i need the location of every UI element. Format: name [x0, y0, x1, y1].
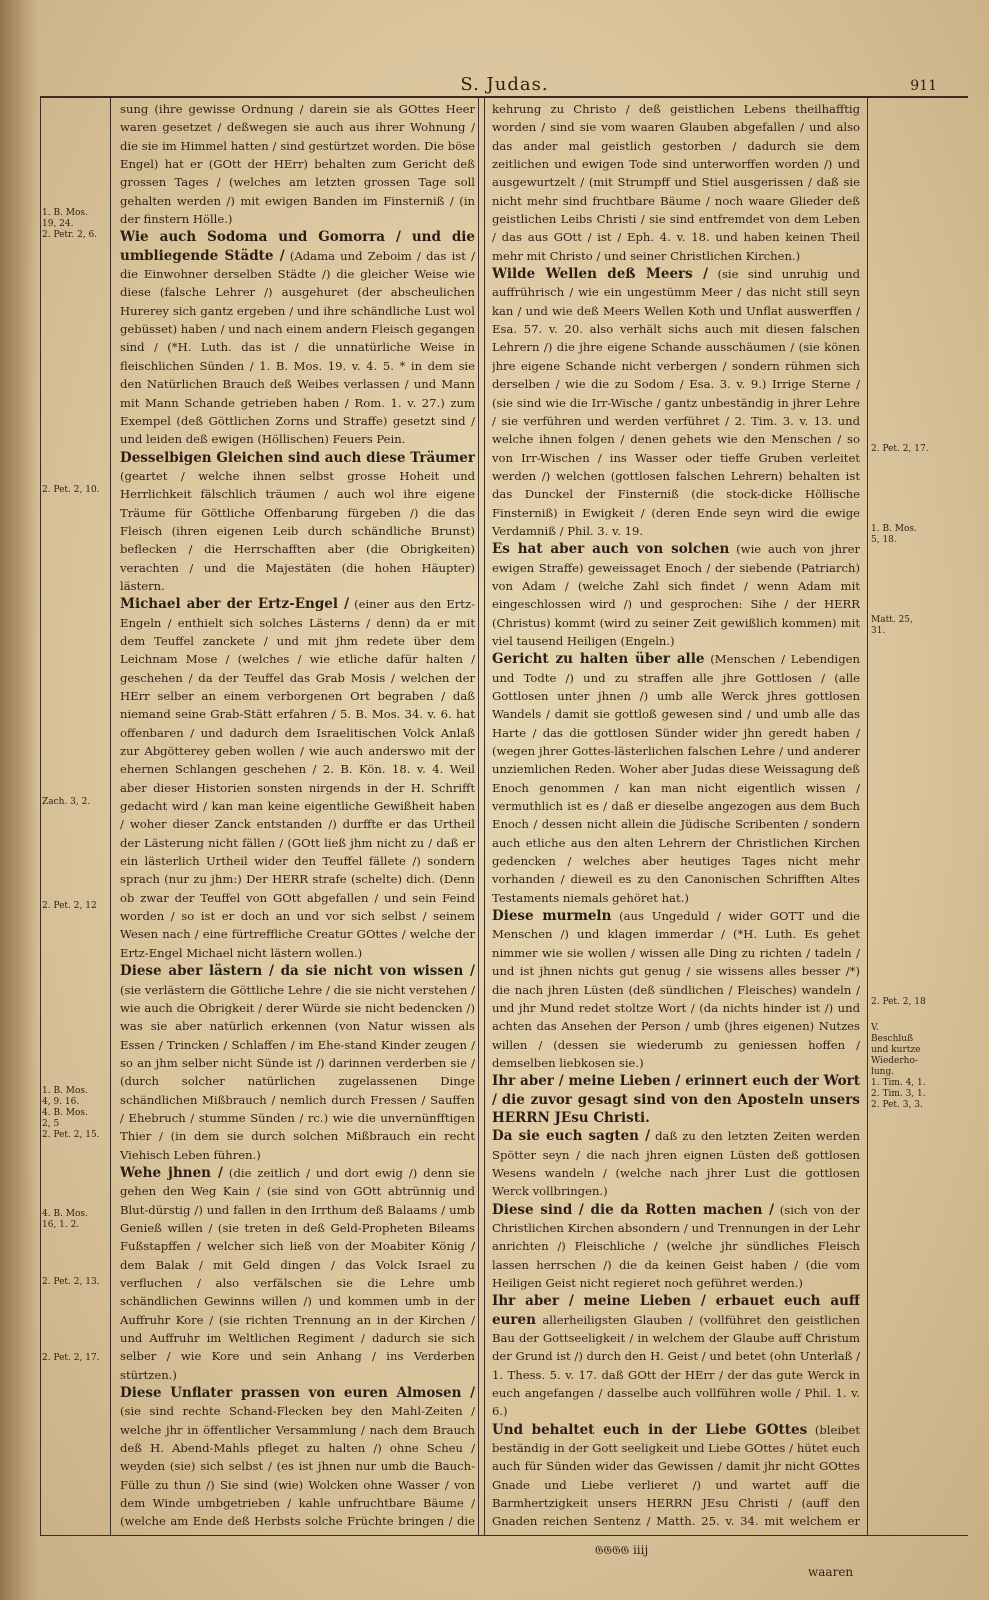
margin-note: 2. Pet. 2, 12	[42, 901, 97, 911]
margin-note: 2. Pet. 2, 18	[871, 997, 926, 1007]
left-margin-notes	[42, 0, 108, 1600]
center-rule-a	[478, 96, 479, 1536]
verse-13: Wilde Wellen deß Meers / (sie sind unruhig und auffrührisch / wie ein ungestümm Meer / das nicht still seyn kan / und wie deß Meers Wellen Koth und Unflat auswerffen / Esa. 57. v. 20. also verhält sichs auch mit diesen falschen Lehrern /) die jhre eigene Schande ausschäumen / (sie könen jhre eigene Schande nicht verbergen / sondern rühmen sich derselben / wie die zu Sodom / Esa. 3. v. 9.) Irrige Sterne / (sie sind wie die Irr-Wische / gantz unbeständig in jhrer Lehre / sie verführen und werden verführet / 2. Tim. 3. v. 13. und welche ihnen folgen / denen gehets wie den Menschen / so von Irr-Wischen / ins Wasser oder tieffe Gruben verleitet werden /) welchen (gottlosen falschen Lehrern) behalten ist das Dunckel der Finsterniß (die stock-dicke Höllische Finsterniß) in Ewigkeit / (deren Ende seyn wird die ewige Verdamniß / Phil. 3. v. 19.	[492, 266, 860, 538]
page-gutter-shadow	[0, 0, 38, 1600]
verse-20: Ihr aber / meine Lieben / erbauet euch auff euren allerheiligsten Glauben / (vollführet den geistlichen Bau der Gottseeligkeit / in welchem der Glaube auff Christum der Grund ist /) durch den H. Geist / und betet (ohn Unterlaß / 1. Thess. 5. v. 17. daß GOtt der HErr / der das gute Werck in euch angefangen / dasselbe auch vollführen wolle / Phil. 1. v. 6.)	[492, 1293, 860, 1419]
verse-17: Ihr aber / meine Lieben / erinnert euch der Wort / die zuvor gesagt sind von den Aposteln unsers HERRN JEsu Christi.	[492, 1073, 860, 1126]
margin-note: 4. B. Mos. 16, 1. 2.	[42, 1209, 88, 1230]
margin-note: 1. B. Mos. 19, 24. 2. Petr. 2, 6.	[42, 208, 98, 240]
verse-11: Wehe jhnen / (die zeitlich / und dort ewig /) denn sie gehen den Weg Kain / (sie sind von GOtt abtrünnig und Blut-dürstig /) und fallen in den Irrthum deß Balaams / umb Genieß willen / (sie treten in deß Geld-Propheten Bileams Fußstapffen / welcher sich ließ von der Moabiter König / dem Balak / mit Geld dingen / das Volck Israel zu verfluchen / also verfälschen sie die Lehre umb schändlichen Gewinns willen /) und kommen umb in der Auffruhr Kore / (sie richten Trennung an in der Kirchen / und Auffruhr im Weltlichen Regiment / dadurch sie sich selber / wie Kore und sein Anhang / ins Verderben stürtzen.)	[120, 1164, 475, 1382]
margin-note: 2. Pet. 2, 13.	[42, 1277, 100, 1287]
margin-note: Matt. 25, 31.	[871, 615, 913, 636]
margin-note: Zach. 3, 2.	[42, 797, 91, 807]
verse-8: Desselbigen Gleichen sind auch diese Träumer (geartet / welche ihnen selbst grosse Hoheit und Herrlichkeit fälschlich träumen / auch wol ihre eigene Träume für Göttliche Offenbarung fürgeben /) die das Fleisch (ihren eigenen Leib durch schändliche Brunst) beflecken / die Herrschafften aber (die Obrigkeiten) verachten / und die Majestäten (die hohen Häupter) lästern.	[120, 449, 475, 593]
paragraph-continuation: sung (ihre gewisse Ordnung / darein sie als GOttes Heer waren gesetzet / deßwegen sie auch aus ihrer Wohnung / die sie im Himmel hatten / sind gestürtzet worden. Die böse Engel) hat er (GOtt der HErr) behalten zum Gericht deß grossen Tages / (welches am letzten grossen Tage soll gehalten werden /) mit ewigen Banden im Finsterniß / (in der finstern Hölle.)	[120, 102, 475, 227]
margin-note: 2. Pet. 2, 17.	[42, 1353, 100, 1363]
verse-18: Da sie euch sagten / daß zu den letzten Zeiten werden Spötter seyn / die nach jhren eignen Lüsten deß gottlosen Wesens wandeln / (welche nach jhrer Lust die gottlosen Werck vollbringen.)	[492, 1128, 860, 1199]
right-margin-notes	[871, 0, 961, 1600]
header	[40, 68, 969, 98]
running-title: S. Judas.	[460, 74, 549, 95]
center-rule-b	[484, 96, 485, 1536]
inner-left-rule	[110, 96, 111, 1536]
header-rule	[40, 96, 968, 98]
margin-note: V. Beschluß und kurtze Wiederho- lung. 1. Tim. 4, 1. 2. Tim. 3, 1. 2. Pet. 3, 3.	[871, 1023, 926, 1110]
verse-9: Michael aber der Ertz-Engel / (einer aus den Ertz-Engeln / enthielt sich solches Lästerns / denn) da er mit dem Teuffel zanckete / und mit jhm redete über dem Leichnam Mose / (welches / wie etliche dafür halten / geschehen / da der Teuffel das Grab Mosis / welchen der HErr selber an einem verborgenen Ort begraben / daß niemand seine Grab-Stätt erfahren / 5. B. Mos. 34. v. 6. hat offenbaren / und dadurch dem Israelitischen Volck Anlaß zur Abgötterey geben wollen / wie auch anderswo mit der ehernen Schlangen geschehen / 2. B. Kön. 18. v. 4. Weil aber dieser Historien sonsten nirgends in der H. Schrifft gedacht wird / kan man keine eigentliche Gewißheit haben / woher dieser Zanck entstanden /) durffte er das Urtheil der Lästerung nicht fällen / (GOtt ließ jhm nicht zu / daß er ein lästerlich Urtheil wider den Teuffel fällete /) sondern sprach (nur zu jhm:) Der HERR strafe (schelte) dich. (Denn ob zwar der Teuffel von GOtt abgefallen / und sein Feind worden / so ist er doch an und vor sich selbst / seinem Wesen nach / eine fürtreffliche Creatur GOttes / welche der Ertz-Engel Michael nicht lästern wollen.)	[120, 596, 475, 960]
verse-21: Und behaltet euch in der Liebe GOttes (bleibet beständig in der Gott seeligkeit und Liebe GOttes / hütet euch auch für Sünden wider das Gewissen / damit jhr nicht GOttes Gnade und Liebe verlieret /) und wartet auff die Barmhertzigkeit unsers HERRN JEsu Christi / (auff den Gnaden reichen Sentenz / Matth. 25. v. 34. mit welchem er	[492, 1421, 860, 1529]
margin-note: 1. B. Mos. 5, 18.	[871, 524, 917, 545]
left-text-column	[120, 100, 475, 1532]
verse-15: Gericht zu halten über alle (Menschen / Lebendigen und Todte /) und zu straffen alle jhre Gottlosen / (alle Gottlosen unter jhnen /) umb alle Werck jhres gottlosen Wandels / damit sie gottloß gewesen sind / und umb alle das Harte / das die gottlosen Sünder wider jhn geredt haben / (wegen jhrer Gottes-lästerlichen falschen Lehre / und anderer unziemlichen Reden. Woher aber Judas diese Weissagung deß Enoch genommen / kan man nicht eigentlich wissen / vermuthlich ist es / daß er dieselbe angezogen aus dem Buch Enoch / dessen nicht allein die Jüdische Scribenten / sondern auch etliche aus den alten Lehrern der Christlichen Kirchen gedencken / welches aber heutiges Tages nicht mehr vorhanden / dieweil es zu den Canonischen Schrifften Altes Testaments niemals gehöret hat.)	[492, 651, 860, 905]
verse-7: Wie auch Sodoma und Gomorra / und die umbliegende Städte / (Adama und Zeboim / das ist / die Einwohner derselben Städte /) die gleicher Weise wie diese (falsche Lehrer /) ausgehuret (der abscheulichen Hurerey sich gantz ergeben / und ihre schändliche Lust wol gebüsset) haben / und nach einem andern Fleisch gegangen sind / (*H. Luth. das ist / die unnatürliche Weise in fleischlichen Sünden / 1. B. Mos. 19. v. 4. 5. * in dem sie den Natürlichen Brauch deß Weibes verlassen / und Mann mit Mann Schande getrieben haben / Rom. 1. v. 27.) zum Exempel (deß Göttlichen Zorns und Straffe) gesetzt sind / und leiden deß ewigen (Höllischen) Feuers Pein.	[120, 229, 475, 447]
outer-left-rule	[40, 96, 41, 1536]
verse-12: Diese Unflater prassen von euren Almosen / (sie sind rechte Schand-Flecken bey den Mahl-Zeiten / welche jhr in öffentlicher Versammlung / nach dem Brauch deß H. Abend-Mahls pfleget zu halten /) ohne Scheu / weyden (sie) sich selbst / (es ist jhnen nur umb die Bauch-Fülle zu thun /) Sie sind (wie) Wolcken ohne Wasser / von dem Winde umbgetrieben / kahle unfruchtbare Bäume / (welche am Ende deß Herbsts solche Früchte bringen / die	[120, 1385, 475, 1529]
verse-10: Diese aber lästern / da sie nicht von wissen / (sie verlästern die Göttliche Lehre / die sie nicht verstehen / wie auch die Obrigkeit / derer Würde sie nicht bedencken /) was sie aber natürlich erkennen (von Natur wissen als Essen / Trincken / Schlaffen / im Ehe-stand Kinder zeugen / so an jhm selber nicht Sünde ist /) darinnen verderben sie / (durch solcher natürlichen zugelassenen Dinge schändlichen Mißbrauch / nemlich durch Fressen / Sauffen / Ehebruch / stumme Sünden / rc.) wie die unvernünfftigen Thier / (in dem sie durch solchen Mißbrauch ein recht Viehisch Leben führen.)	[120, 963, 475, 1162]
verse-14: Es hat aber auch von solchen (wie auch von jhrer ewigen Straffe) geweissaget Enoch / der siebende (Patriarch) von Adam / (welche Zahl sich findet / wenn Adam mit eingeschlossen wird /) und gesprochen: Sihe / der HERR (Christus) kommt (wird zu seiner Zeit gewißlich kommen) mit viel tausend Heiligen (Engeln.)	[492, 541, 860, 648]
signature-mark: 𝔊𝔊𝔊𝔊 iiij	[595, 1543, 649, 1557]
verse-19: Diese sind / die da Rotten machen / (sich von der Christlichen Kirchen absondern / und Trennungen in der Lehr anrichten /) Fleischliche / (welche jhr sündliches Fleisch lassen herrschen /) die da keinen Geist haben / (die vom Heiligen Geist nicht regieret noch geführet werden.)	[492, 1201, 860, 1290]
margin-note: 1. B. Mos. 4, 9. 16. 4. B. Mos. 2, 5 2. Pet. 2, 15.	[42, 1086, 100, 1140]
right-text-column	[492, 100, 860, 1532]
verse-16: Diese murmeln (aus Ungeduld / wider GOTT und die Menschen /) und klagen immerdar / (*H. Luth. Es gehet nimmer wie sie wollen / wissen alle Ding zu richten / tadeln / und ist jhnen nichts gut genug / sie wissens alles besser /*) die nach jhren Lüsten (deß sündlichen / Fleisches) wandeln / und jhr Mund redet stoltze Wort / (da nichts hinder ist /) und achten das Ansehen der Person / umb (jhres eigenen) Nutzes willen / (dessen sie wiederumb zu geniessen hoffen / demselben liebkosen sie.)	[492, 908, 860, 1070]
footer-rule	[40, 1535, 968, 1536]
paragraph-continuation: kehrung zu Christo / deß geistlichen Lebens theilhafftig worden / sind sie vom waaren Glauben abgefallen / und also das ander mal geistlich gestorben / dadurch sie dem zeitlichen und ewigen Tode sind unterworffen worden /) und ausgewurtzelt / (mit Strumpff und Stiel ausgerissen / daß sie nicht mehr sind fruchtbare Bäume / noch waare Glieder deß geistlichen Leibs Christi / sie sind entfremdet von dem Leben / das aus GOtt / ist / Eph. 4. v. 18. und haben keinen Theil mehr mit Christo / und seiner Christlichen Kirchen.)	[492, 102, 860, 263]
margin-note: 2. Pet. 2, 10.	[42, 485, 100, 495]
inner-right-rule	[867, 96, 868, 1536]
page-number: 911	[910, 78, 937, 94]
margin-note: 2. Pet. 2, 17.	[871, 444, 929, 454]
catchword: waaren	[808, 1565, 854, 1579]
